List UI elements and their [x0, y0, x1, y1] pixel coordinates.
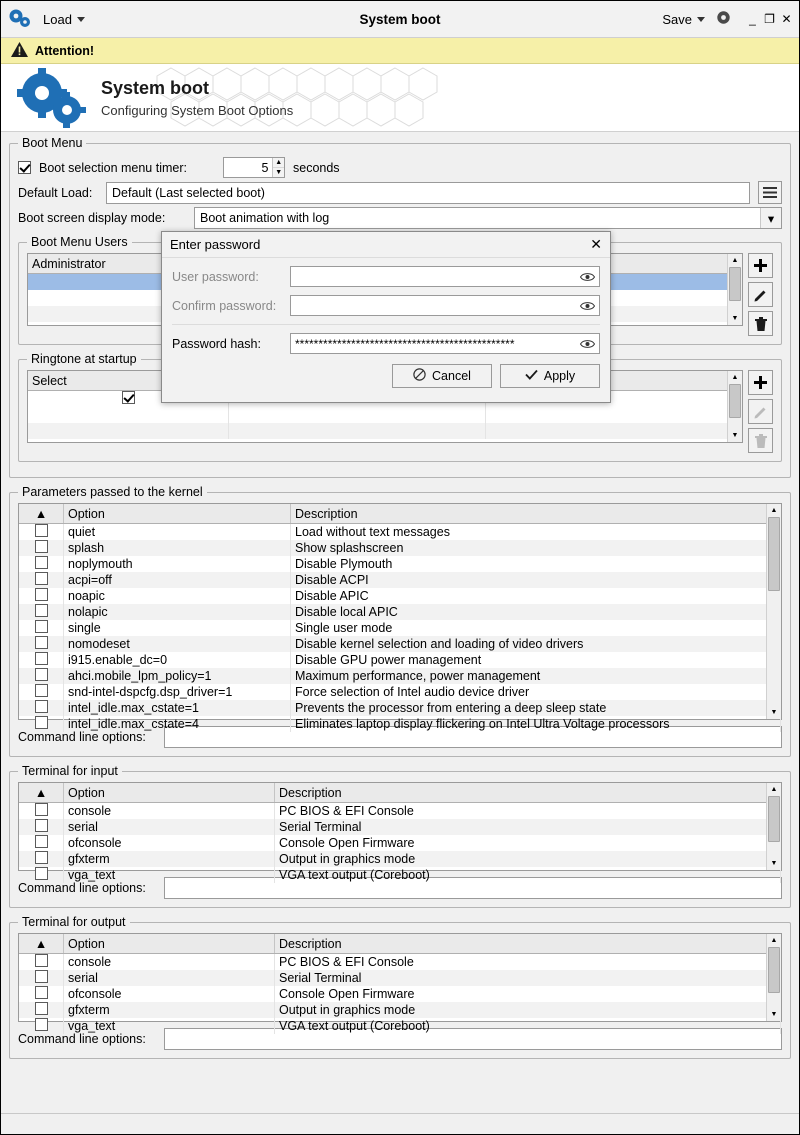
display-mode-value: Boot animation with log: [200, 211, 330, 225]
enter-password-dialog: [161, 231, 611, 403]
default-load-label: Default Load:: [18, 185, 93, 200]
terminal-input-table[interactable]: [18, 782, 782, 882]
attention-label: Attention!: [35, 43, 95, 58]
row-checkbox[interactable]: [35, 1018, 48, 1031]
terminal-input-legend: Terminal for input: [22, 764, 118, 778]
kernel-parameters-legend: Parameters passed to the kernel: [22, 485, 203, 499]
app-gears-icon: [7, 7, 33, 31]
row-checkbox[interactable]: [35, 668, 48, 681]
option-name: ofconsole: [64, 835, 275, 851]
option-description: Prevents the processor from entering a deep sleep state: [291, 700, 781, 716]
apply-button[interactable]: [500, 364, 600, 388]
table-row[interactable]: [19, 572, 781, 588]
row-checkbox[interactable]: [35, 851, 48, 864]
chevron-down-icon: [77, 17, 85, 22]
scrollbar-thumb[interactable]: [768, 796, 780, 842]
scroll-down-icon[interactable]: ▼: [767, 706, 781, 719]
option-description: Console Open Firmware: [275, 986, 781, 1002]
option-name: console: [64, 803, 275, 820]
warning-icon: [11, 42, 28, 60]
row-checkbox[interactable]: [35, 636, 48, 649]
scroll-down-icon[interactable]: ▼: [767, 1008, 781, 1021]
scroll-up-icon[interactable]: ▲: [767, 934, 781, 947]
timer-row: [18, 157, 782, 178]
option-name: gfxterm: [64, 851, 275, 867]
list-menu-icon[interactable]: [758, 181, 782, 204]
option-name: nolapic: [64, 604, 291, 620]
column-header-option[interactable]: Option: [64, 504, 291, 524]
title-bar: [1, 1, 799, 38]
option-description: Disable APIC: [291, 588, 781, 604]
edit-user-button[interactable]: [748, 282, 773, 307]
sort-asc-icon[interactable]: ▲: [19, 783, 64, 803]
option-name: noplymouth: [64, 556, 291, 572]
option-name: intel_idle.max_cstate=4: [64, 716, 291, 732]
vertical-scrollbar[interactable]: [766, 504, 781, 719]
stepper-up-icon[interactable]: ▲: [275, 159, 283, 166]
table-row[interactable]: [19, 700, 781, 716]
table-row[interactable]: [19, 851, 781, 867]
row-checkbox[interactable]: [35, 556, 48, 569]
option-description: PC BIOS & EFI Console: [275, 803, 781, 820]
row-checkbox[interactable]: [35, 652, 48, 665]
table-row[interactable]: [19, 620, 781, 636]
column-header-description[interactable]: Description: [275, 934, 781, 954]
row-checkbox[interactable]: [35, 835, 48, 848]
load-menu-label: Load: [43, 11, 72, 27]
table-row[interactable]: [19, 867, 781, 883]
scroll-down-icon[interactable]: ▼: [728, 429, 742, 442]
default-load-field[interactable]: Default (Last selected boot): [106, 182, 750, 204]
row-checkbox[interactable]: [35, 716, 48, 729]
stepper-down-icon[interactable]: ▼: [275, 169, 283, 176]
option-description: Serial Terminal: [275, 819, 781, 835]
boot-timer-label: Boot selection menu timer:: [39, 160, 187, 175]
add-ringtone-button[interactable]: [748, 370, 773, 395]
table-row[interactable]: [19, 1018, 781, 1034]
option-description: VGA text output (Coreboot): [275, 867, 781, 883]
option-description: Load without text messages: [291, 524, 781, 541]
option-name: single: [64, 620, 291, 636]
row-checkbox[interactable]: [35, 867, 48, 880]
row-checkbox[interactable]: [35, 604, 48, 617]
row-checkbox[interactable]: [35, 700, 48, 713]
sort-asc-icon[interactable]: ▲: [19, 504, 64, 524]
table-row[interactable]: [19, 652, 781, 668]
option-description: VGA text output (Coreboot): [275, 1018, 781, 1034]
option-name: nomodeset: [64, 636, 291, 652]
dialog-buttons: [172, 362, 600, 396]
scroll-down-icon[interactable]: ▼: [767, 857, 781, 870]
option-name: ahci.mobile_lpm_policy=1: [64, 668, 291, 684]
option-description: Maximum performance, power management: [291, 668, 781, 684]
option-name: console: [64, 954, 275, 971]
password-hash-value: ***********************************************: [295, 336, 515, 351]
row-checkbox[interactable]: [35, 986, 48, 999]
scroll-up-icon[interactable]: ▲: [728, 371, 742, 384]
table-row[interactable]: [19, 954, 781, 971]
option-description: Output in graphics mode: [275, 1002, 781, 1018]
option-name: quiet: [64, 524, 291, 541]
password-hash-label: Password hash:: [172, 336, 261, 351]
close-icon[interactable]: ✕: [590, 236, 602, 252]
option-description: Single user mode: [291, 620, 781, 636]
table-row[interactable]: [19, 986, 781, 1002]
attention-bar: [1, 38, 799, 64]
close-button[interactable]: ✕: [781, 12, 792, 26]
status-bar: [1, 1113, 799, 1134]
option-description: Disable Plymouth: [291, 556, 781, 572]
row-checkbox[interactable]: [35, 1002, 48, 1015]
add-user-button[interactable]: [748, 253, 773, 278]
minimize-button[interactable]: _: [749, 12, 756, 26]
cancel-icon: [413, 368, 426, 384]
user-password-label: User password:: [172, 269, 259, 284]
option-description: Disable kernel selection and loading of video drivers: [291, 636, 781, 652]
kernel-cmdline-label: Command line options:: [18, 730, 146, 744]
boot-timer-units: seconds: [293, 160, 340, 175]
option-description: Force selection of Intel audio device driver: [291, 684, 781, 700]
option-name: serial: [64, 970, 275, 986]
dialog-divider: [172, 324, 600, 325]
page-banner: [1, 64, 799, 132]
option-name: intel_idle.max_cstate=1: [64, 700, 291, 716]
save-menu-button[interactable]: [658, 10, 709, 29]
table-row[interactable]: [19, 524, 781, 541]
table-row[interactable]: [19, 604, 781, 620]
vertical-scrollbar[interactable]: [766, 783, 781, 870]
maximize-button[interactable]: ❐: [764, 12, 775, 26]
eye-icon[interactable]: [579, 339, 595, 349]
table-row[interactable]: [19, 716, 781, 732]
option-name: i915.enable_dc=0: [64, 652, 291, 668]
option-name: snd-intel-dspcfg.dsp_driver=1: [64, 684, 291, 700]
scroll-up-icon[interactable]: ▲: [728, 254, 742, 267]
dialog-title: Enter password: [170, 237, 261, 252]
table-row[interactable]: [28, 407, 742, 423]
column-header-description[interactable]: Description: [275, 783, 781, 803]
table-row[interactable]: [19, 803, 781, 820]
default-load-row: [18, 181, 782, 204]
sort-asc-icon[interactable]: ▲: [19, 934, 64, 954]
password-hash-field[interactable]: [290, 333, 600, 354]
option-description: PC BIOS & EFI Console: [275, 954, 781, 971]
option-name: gfxterm: [64, 1002, 275, 1018]
vertical-scrollbar[interactable]: [727, 371, 742, 442]
column-header-select[interactable]: Select: [28, 371, 229, 391]
window-title: System boot: [359, 11, 441, 27]
table-row[interactable]: [28, 423, 742, 439]
check-icon: [525, 369, 538, 383]
column-header-option[interactable]: Option: [64, 934, 275, 954]
column-header-administrator[interactable]: Administrator: [28, 254, 385, 274]
dialog-body: [162, 258, 610, 402]
row-checkbox[interactable]: [35, 970, 48, 983]
display-mode-row: [18, 207, 782, 229]
delete-user-button[interactable]: [748, 311, 773, 336]
scrollbar-thumb[interactable]: [729, 267, 741, 301]
confirm-password-field[interactable]: [290, 295, 600, 316]
table-row[interactable]: [19, 835, 781, 851]
table-row[interactable]: [19, 1002, 781, 1018]
edit-ringtone-button: [748, 399, 773, 424]
banner-subtitle: Configuring System Boot Options: [101, 102, 294, 118]
dialog-title-bar: [162, 232, 610, 258]
table-row[interactable]: [19, 819, 781, 835]
row-checkbox[interactable]: [35, 803, 48, 816]
row-checkbox[interactable]: [35, 819, 48, 832]
password-hash-row: [172, 333, 600, 354]
row-checkbox[interactable]: [35, 540, 48, 553]
load-menu-button[interactable]: [39, 10, 89, 29]
scroll-up-icon[interactable]: ▲: [767, 783, 781, 796]
table-row[interactable]: [19, 588, 781, 604]
terminal-input-group: [9, 764, 791, 908]
option-description: Disable GPU power management: [291, 652, 781, 668]
scrollbar-thumb[interactable]: [768, 517, 780, 591]
option-name: ofconsole: [64, 986, 275, 1002]
option-name: splash: [64, 540, 291, 556]
option-name: acpi=off: [64, 572, 291, 588]
option-name: vga_text: [64, 1018, 275, 1034]
boot-menu-users-legend: Boot Menu Users: [31, 235, 128, 249]
option-description: Show splashscreen: [291, 540, 781, 556]
banner-gears-icon: [1, 68, 101, 128]
terminal-output-cmdline-label: Command line options:: [18, 1032, 146, 1046]
option-description: Serial Terminal: [275, 970, 781, 986]
option-name: serial: [64, 819, 275, 835]
kernel-parameters-table[interactable]: [18, 503, 782, 731]
confirm-password-label: Confirm password:: [172, 298, 277, 313]
table-row[interactable]: [19, 556, 781, 572]
row-checkbox[interactable]: [35, 524, 48, 537]
eye-icon[interactable]: [579, 272, 595, 282]
confirm-password-row: [172, 295, 600, 316]
banner-title: System boot: [101, 77, 210, 98]
table-row[interactable]: [19, 970, 781, 986]
settings-gear-icon[interactable]: [715, 9, 732, 29]
chevron-down-icon[interactable]: ▾: [760, 208, 781, 228]
save-menu-label: Save: [662, 11, 692, 27]
user-password-field[interactable]: [290, 266, 600, 287]
option-description: Disable local APIC: [291, 604, 781, 620]
row-checkbox[interactable]: [35, 684, 48, 697]
terminal-output-table[interactable]: [18, 933, 782, 1033]
option-description: Console Open Firmware: [275, 835, 781, 851]
table-row[interactable]: [19, 636, 781, 652]
table-row[interactable]: [19, 668, 781, 684]
row-checkbox[interactable]: [122, 391, 135, 404]
row-checkbox[interactable]: [35, 572, 48, 585]
boot-timer-checkbox[interactable]: [18, 161, 31, 174]
boot-timer-stepper[interactable]: [223, 157, 285, 178]
terminal-input-cmdline-label: Command line options:: [18, 881, 146, 895]
user-password-row: [172, 266, 600, 287]
ringtone-legend: Ringtone at startup: [31, 352, 137, 366]
option-name: vga_text: [64, 867, 275, 883]
ringtone-buttons: [748, 370, 773, 453]
scrollbar-thumb[interactable]: [768, 947, 780, 993]
scroll-up-icon[interactable]: ▲: [767, 504, 781, 517]
apply-label: Apply: [543, 369, 576, 383]
option-name: noapic: [64, 588, 291, 604]
option-description: Output in graphics mode: [275, 851, 781, 867]
cancel-label: Cancel: [432, 369, 471, 383]
eye-icon[interactable]: [579, 301, 595, 311]
display-mode-label: Boot screen display mode:: [18, 211, 166, 225]
table-row[interactable]: [19, 540, 781, 556]
chevron-down-icon: [697, 17, 705, 22]
row-checkbox[interactable]: [35, 620, 48, 633]
row-checkbox[interactable]: [35, 588, 48, 601]
boot-menu-legend: Boot Menu: [22, 136, 83, 150]
terminal-output-legend: Terminal for output: [22, 915, 126, 929]
row-checkbox[interactable]: [35, 954, 48, 967]
display-mode-combo[interactable]: [194, 207, 782, 229]
vertical-scrollbar[interactable]: [766, 934, 781, 1021]
terminal-output-group: [9, 915, 791, 1059]
cancel-button[interactable]: [392, 364, 492, 388]
kernel-parameters-group: [9, 485, 791, 757]
table-row[interactable]: [19, 684, 781, 700]
column-header-option[interactable]: Option: [64, 783, 275, 803]
delete-ringtone-button: [748, 428, 773, 453]
column-header-description[interactable]: Description: [291, 504, 781, 524]
boot-timer-input[interactable]: [224, 158, 272, 177]
boot-menu-users-buttons: [748, 253, 773, 336]
option-description: Disable ACPI: [291, 572, 781, 588]
vertical-scrollbar[interactable]: [727, 254, 742, 325]
scroll-down-icon[interactable]: ▼: [728, 312, 742, 325]
option-description: Eliminates laptop display flickering on Intel Ultra Voltage processors: [291, 716, 781, 732]
scrollbar-thumb[interactable]: [729, 384, 741, 418]
